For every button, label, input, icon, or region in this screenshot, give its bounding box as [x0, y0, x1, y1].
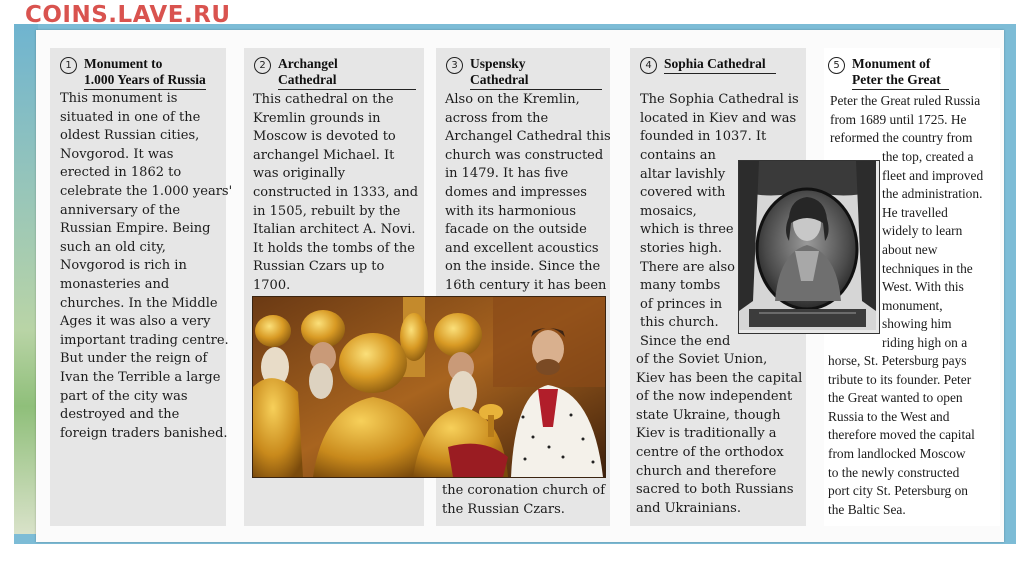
watermark: COINS.LAVE.RU	[25, 2, 231, 28]
panel-text-continued: the coronation church of the Russian Czars.	[442, 483, 606, 517]
panel-heading	[254, 56, 416, 90]
panel-text: Also on the Kremlin, across from the Archangel Cathedral this church was constructed in 1479. It has five domes and impresses with its harmonious facade on the outside and excellent acoustics on the inside. Since the 16th century it has been	[445, 92, 611, 293]
number-badge: 4	[640, 57, 657, 74]
panel-text-bottom: of the Soviet Union, Kiev has been the capital of the now independent state Ukraine, though Kiev is traditionally a centre of the orthodox church and therefore sacred to both Russians and Ukrainians.	[636, 352, 803, 516]
panel-title: Sophia Cathedral	[664, 56, 776, 74]
panel-heading	[446, 56, 602, 90]
peter-the-great-portrait-image	[738, 160, 880, 334]
number-badge: 2	[254, 57, 271, 74]
coronation-painting-image	[252, 296, 606, 478]
panel-heading	[60, 56, 218, 90]
panel-heading	[828, 56, 992, 90]
panel-text: Peter the Great ruled Russia from 1689 until 1725. He reformed the country from	[830, 93, 981, 146]
panel-text: The Sophia Cathedral is located in Kiev and was founded in 1037. It	[640, 92, 799, 145]
coronation-painting-illustration	[253, 297, 605, 477]
number-badge: 3	[446, 57, 463, 74]
panel-title: Monument of Peter the Great	[852, 56, 949, 90]
panel-monument-novgorod	[50, 48, 233, 526]
panel-text-wrap: the top, created a fleet and improved the administration. He travelled widely to learn about new techniques in the West. With this monument, showing him riding high on a	[882, 149, 984, 350]
panel-title: Uspensky Cathedral	[470, 56, 602, 90]
peter-the-great-engraving	[739, 161, 876, 330]
panel-heading	[640, 56, 798, 74]
panel-text: This monument is situated in one of the oldest Russian cities, Novgorod. It was erected in 1862 to celebrate the 1.000 years' anniversary of the Russian Empire. Being such an old city, Novgorod is rich in monasteries and churches. In the Middle Ages it was also a very important trading centre. But under the reign of Ivan the Terrible a large part of the city was destroyed and the foreign traders banished.	[60, 91, 233, 441]
booklet-spine	[14, 24, 38, 534]
panel-title: Archangel Cathedral	[278, 56, 416, 90]
panel-text-bottom: horse, St. Petersburg pays tribute to its founder. Peter the Great wanted to open Russia to the West and therefore moved the capital from landlocked Moscow to the newly constructed port city St. Petersburg on the Baltic Sea.	[828, 353, 975, 517]
number-badge: 5	[828, 57, 845, 74]
panel-text: This cathedral on the Kremlin grounds in Moscow is devoted to archangel Michael. It was originally constructed in 1333, and in 1505, rebuilt by the Italian architect A. Novi. It holds the tombs of the Russian Czars up to 1700.	[253, 92, 419, 293]
panel-text-wrap: contains an altar lavishly covered with mosaics, which is three stories high. There are also many tombs of princes in this church. Since the end	[640, 148, 735, 349]
panel-title: Monument to 1.000 Years of Russia	[84, 56, 206, 90]
number-badge: 1	[60, 57, 77, 74]
